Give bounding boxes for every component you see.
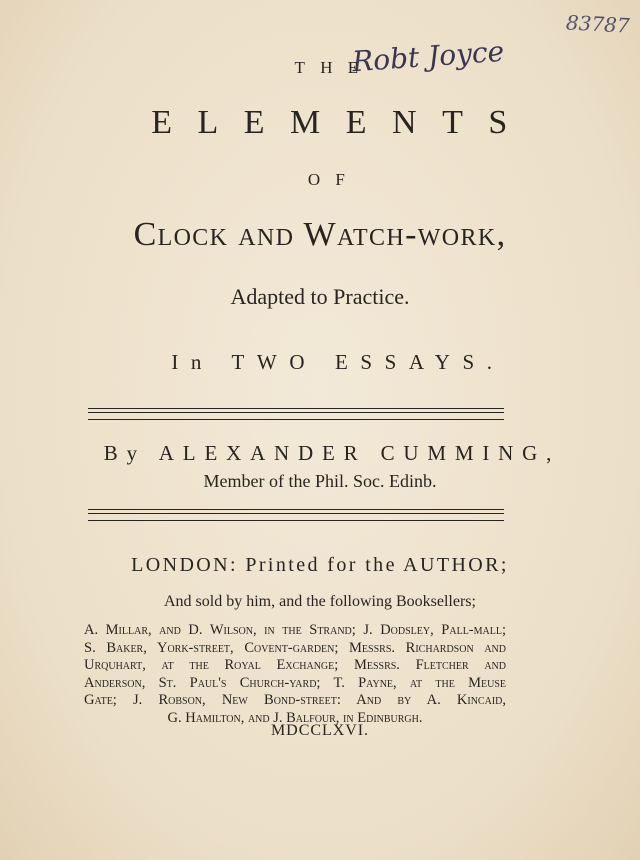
main-title: Clock and Watch-work, [133,216,507,253]
subtitle-adapted: Adapted to Practice. [230,284,410,309]
author-byline: By ALEXANDER CUMMING, [103,441,561,465]
owner-signature: Robt Joyce [351,34,506,79]
catalog-number: 83787 [565,10,631,38]
booksellers-line: Anderson, St. Paul's Church-yard; T. Payne, at the Meuse [84,674,506,691]
title-elements: ELEMENTS [151,104,533,141]
imprint-london: LONDON: Printed for the AUTHOR; [131,554,509,576]
booksellers-line: S. Baker, York-street, Covent-garden; Messrs. Richardson and [84,639,506,656]
booksellers-line: A. Millar, and D. Wilson, in the Strand; J. Dodsley, Pall-mall; [84,622,506,638]
booksellers-line: Gate; J. Robson, New Bond-street: And by A. Kincaid, [84,692,506,708]
imprint-sold-by: And sold by him, and the following Booksellers; [164,593,476,610]
author-membership: Member of the Phil. Soc. Edinb. [203,471,437,491]
top-divider [88,408,504,420]
booksellers-list [84,622,506,727]
title-of: OF [307,170,361,189]
subtitle-essays: In TWO ESSAYS. [171,350,505,374]
title-the: THE [294,58,374,77]
booksellers-line: G. Hamilton, and J. Balfour, in Edinburgh. [167,709,423,726]
booksellers-line: Urquhart, at the Royal Exchange; Messrs. Fletcher and [84,657,506,673]
bottom-divider [88,509,504,521]
imprint-date: MDCCLXVI. [271,722,369,739]
